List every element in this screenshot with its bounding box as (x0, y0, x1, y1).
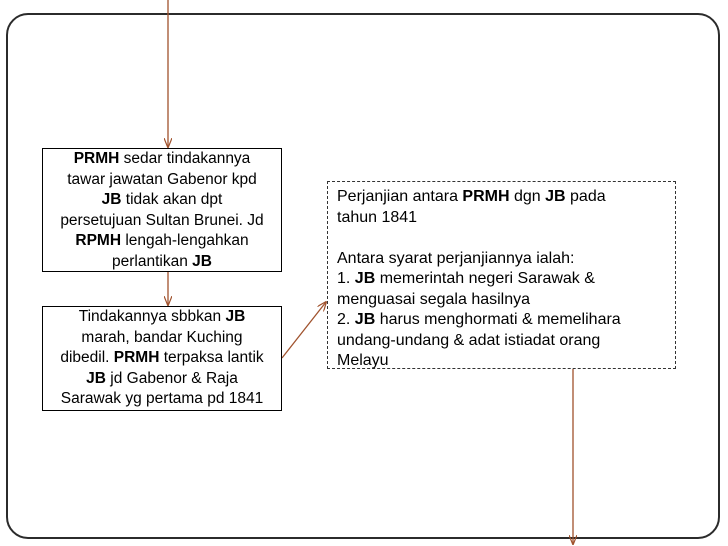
text-segment: dgn (509, 188, 546, 205)
bold-term: JB (192, 252, 212, 270)
box-perjanjian-1841 (327, 181, 676, 369)
bold-term: RPMH (75, 232, 122, 249)
text-segment: sedar tindakannya (119, 150, 251, 167)
text-line (43, 389, 281, 410)
text-line (337, 249, 669, 270)
text-line (337, 310, 669, 331)
text-segment: tidak akan dpt (121, 191, 223, 208)
text-line (43, 369, 281, 390)
text-segment: tahun 1841 (337, 208, 418, 226)
text-line (43, 307, 281, 328)
text-segment: perlantikan (112, 252, 193, 270)
bold-term: PRMH (462, 188, 510, 205)
text-line (43, 190, 281, 211)
bold-term: JB (86, 369, 106, 387)
bold-term: JB (545, 188, 566, 205)
bold-term: JB (101, 191, 122, 208)
bold-term: PRMH (73, 150, 120, 167)
text-line (337, 351, 669, 372)
text-line (337, 290, 669, 311)
text-segment: 1. (337, 270, 355, 287)
bold-term: JB (225, 308, 246, 325)
bold-term: PRMH (113, 349, 160, 366)
text-segment: Perjanjian antara (337, 188, 463, 205)
bold-term: JB (354, 270, 376, 287)
text-segment: 2. (337, 311, 355, 328)
text-line (43, 170, 281, 191)
text-segment: marah, bandar Kuching (81, 328, 243, 346)
text-line (43, 348, 281, 369)
text-line (43, 328, 281, 349)
text-line (337, 331, 669, 352)
text-segment: tawar jawatan Gabenor kpd (67, 170, 257, 188)
text-line (43, 211, 281, 232)
text-segment: Tindakannya sbbkan (78, 308, 226, 325)
text-line (43, 149, 281, 170)
box-prmh-sedar (42, 148, 282, 272)
text-segment: undang-undang & adat istiadat orang (337, 331, 601, 349)
text-segment: harus menghormati & memelihara (375, 311, 621, 328)
blank-line (337, 228, 669, 249)
text-line (337, 269, 669, 290)
text-segment: jd Gabenor & Raja (106, 369, 238, 387)
text-segment: memerintah negeri Sarawak & (375, 270, 595, 287)
text-line (337, 187, 669, 208)
box-tindakannya (42, 306, 282, 411)
text-line (43, 231, 281, 252)
text-segment: persetujuan Sultan Brunei. Jd (60, 211, 264, 229)
text-segment: terpaksa lantik (159, 349, 264, 366)
text-line (43, 252, 281, 273)
text-segment: pada (565, 188, 606, 205)
text-segment: Sarawak yg pertama pd 1841 (60, 390, 264, 407)
text-line (337, 208, 669, 229)
text-segment: lengah-lengahkan (121, 232, 249, 249)
text-segment: menguasai segala hasilnya (337, 290, 531, 308)
text-segment: dibedil. (60, 349, 114, 366)
text-segment: Melayu (337, 352, 389, 369)
text-segment: Antara syarat perjanjiannya ialah: (337, 249, 575, 267)
bold-term: JB (354, 311, 376, 328)
arrow-box2-to-box3 (282, 302, 326, 358)
